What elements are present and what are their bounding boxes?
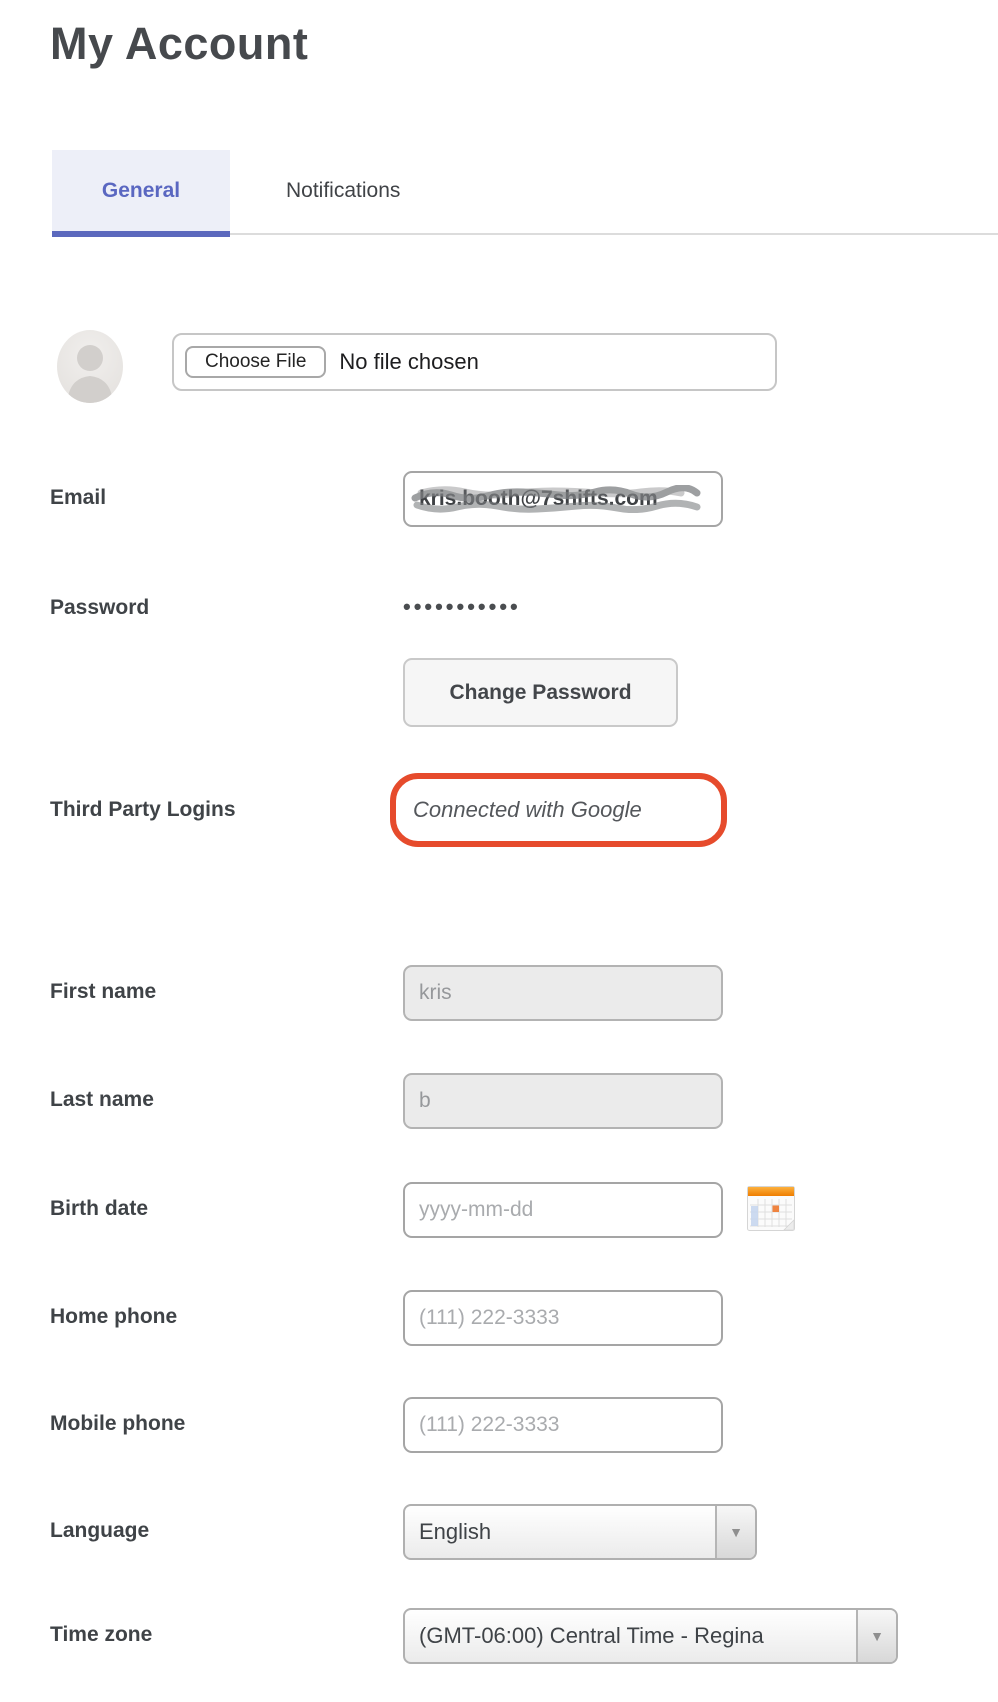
time-zone-select[interactable] bbox=[403, 1608, 898, 1664]
tab-notifications[interactable] bbox=[262, 150, 424, 231]
dropdown-arrow-icon: ▼ bbox=[715, 1506, 755, 1558]
tab-notifications-label: Notifications bbox=[286, 178, 401, 202]
mobile-phone-label: Mobile phone bbox=[50, 1412, 186, 1435]
annotation-red-circle bbox=[390, 773, 727, 847]
page-title: My Account bbox=[50, 18, 309, 69]
first-name-label: First name bbox=[50, 980, 157, 1003]
email-label: Email bbox=[50, 486, 107, 509]
email-input[interactable] bbox=[403, 471, 723, 527]
email-field-wrap bbox=[403, 471, 723, 527]
home-phone-label: Home phone bbox=[50, 1305, 178, 1328]
tabbar-divider bbox=[230, 233, 998, 235]
time-zone-select-value: (GMT-06:00) Central Time - Regina bbox=[419, 1623, 764, 1648]
password-label: Password bbox=[50, 596, 150, 619]
home-phone-input[interactable] bbox=[403, 1290, 723, 1346]
calendar-icon[interactable] bbox=[747, 1186, 795, 1231]
tab-general[interactable] bbox=[52, 150, 230, 237]
person-silhouette-icon bbox=[57, 330, 123, 403]
connected-with-google-text: Connected with Google bbox=[413, 797, 642, 822]
last-name-label: Last name bbox=[50, 1088, 154, 1111]
no-file-chosen-text: No file chosen bbox=[339, 349, 479, 374]
language-label: Language bbox=[50, 1519, 150, 1542]
dropdown-arrow-icon: ▼ bbox=[856, 1610, 896, 1662]
choose-file-button[interactable]: Choose File bbox=[185, 346, 326, 378]
mobile-phone-input[interactable] bbox=[403, 1397, 723, 1453]
password-masked-value: ••••••••••• bbox=[403, 594, 521, 619]
first-name-input[interactable] bbox=[403, 965, 723, 1021]
time-zone-label: Time zone bbox=[50, 1623, 153, 1646]
birth-date-input[interactable] bbox=[403, 1182, 723, 1238]
language-select-value: English bbox=[419, 1519, 492, 1544]
avatar bbox=[57, 330, 123, 403]
language-select[interactable] bbox=[403, 1504, 757, 1560]
last-name-input[interactable] bbox=[403, 1073, 723, 1129]
birth-date-label: Birth date bbox=[50, 1197, 149, 1220]
third-party-logins-label: Third Party Logins bbox=[50, 798, 236, 821]
tab-general-label: General bbox=[101, 178, 181, 202]
change-password-button[interactable]: Change Password bbox=[403, 658, 678, 727]
profile-photo-file-input[interactable] bbox=[172, 333, 777, 391]
